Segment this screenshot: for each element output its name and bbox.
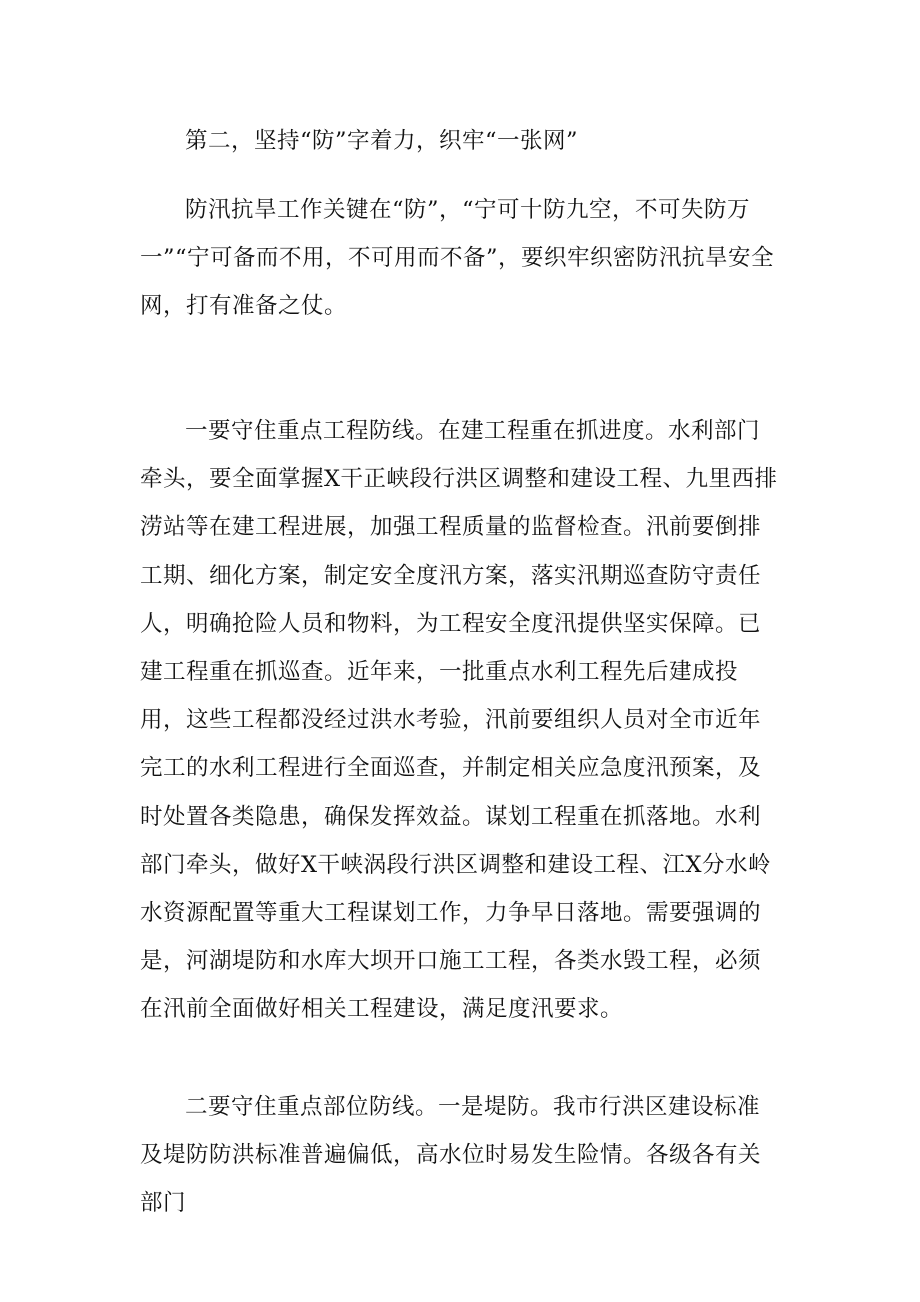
paragraph-key-projects: 一要守住重点工程防线。在建工程重在抓进度。水利部门牵头，要全面掌握X干正峡段行洪区调整和建设工程、九里西排涝站等在建工程进展，加强工程质量的监督检查。汛前要倒排工期、细化方案，制定安全度汛方案，落实汛期巡查防守责任人，明确抢险人员和物料，为工程安全度汛提供坚实保障。已建工程重在抓巡查。近年来，一批重点水利工程先后建成投用，这些工程都没经过洪水考验，汛前要组织人员对全市近年完工的水利工程进行全面巡查，并制定相关应急度汛预案，及时处置各类隐患，确保发挥效益。谋划工程重在抓落地。水利部门牵头，做好X干峡涡段行洪区调整和建设工程、江X分水岭水资源配置等重大工程谋划工作，力争早日落地。需要强调的是，河湖堤防和水库大坝开口施工工程，各类水毁工程，必须在汛前全面做好相关工程建设，满足度汛要求。 xyxy=(140,418,778,1023)
paragraph-prevention-intro: 防汛抗旱工作关键在“防”，“宁可十防九空，不可失防万一”“宁可备而不用，不可用而不备”，要织牢织密防汛抗旱安全网，打有准备之仗。 xyxy=(140,197,775,319)
section-heading: 第二，坚持“防”字着力，织牢“一张网” xyxy=(185,128,579,154)
paragraph-key-locations: 二要守住重点部位防线。一是堤防。我市行洪区建设标准及堤防防洪标准普遍偏低，高水位时易发生险情。各级各有关部门 xyxy=(140,1094,762,1216)
